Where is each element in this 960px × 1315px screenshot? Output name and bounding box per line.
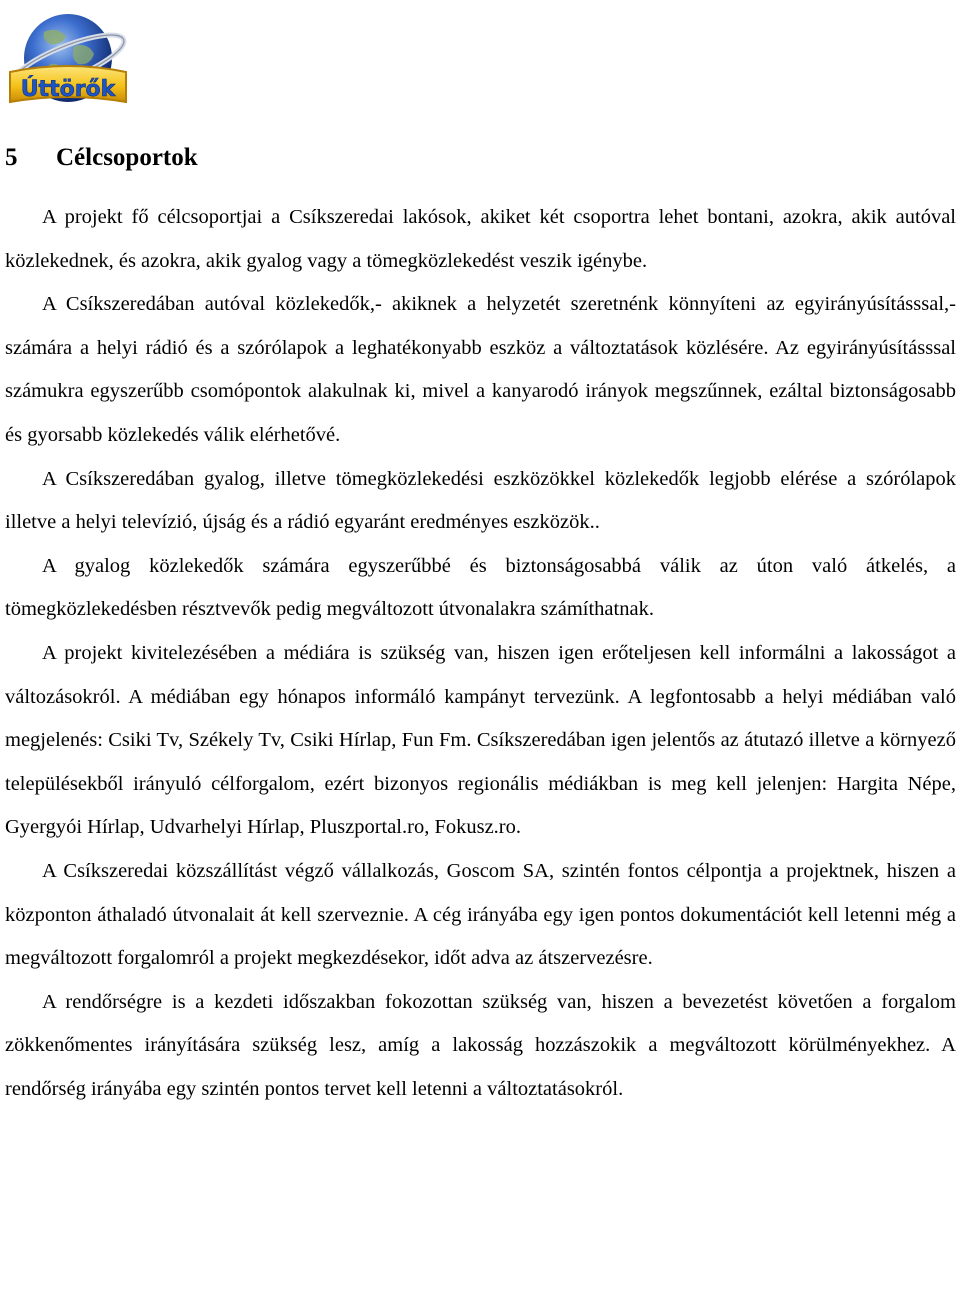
section-heading bbox=[5, 138, 198, 178]
paragraph: A rendőrségre is a kezdeti időszakban fokozottan szükség van, hiszen a bevezetést követően a forgalom zökkenőmentes irányítására szükség lesz, amíg a lakosság hozzászokik a megváltozott körülményekhez. A rendőrség irányába egy szintén pontos tervet kell letenni a változtatásokról. bbox=[5, 990, 956, 1100]
paragraph: A Csíkszeredában autóval közlekedők,- akiknek a helyzetét szeretnénk könnyíteni az egyirányúsításssal,- számára a helyi rádió és a szórólapok a leghatékonyabb eszköz a változtatások közlésére. Az egyirányúsításssal számukra egyszerűbb csomópontok alakulnak ki, mivel a kanyarodó irányok megszűnnek, ezáltal biztonságosabb és gyorsabb közlekedés válik elérhetővé. bbox=[5, 293, 956, 446]
paragraph: A gyalog közlekedők számára egyszerűbbé és biztonságosabbá válik az úton való átkelés, a tömegközlekedésben résztvevők pedig megváltozott útvonalakra számíthatnak. bbox=[5, 554, 956, 621]
uttorok-logo bbox=[4, 2, 130, 126]
paragraph: A Csíkszeredai közszállítást végző vállalkozás, Goscom SA, szintén fontos célpontja a projektnek, hiszen a központon áthaladó útvonalait át kell szerveznie. A cég irányába egy igen pontos dokumentációt kell letenni még a megváltozott forgalomról a projekt megkezdésekor, időt adva az átszervezésre. bbox=[5, 859, 956, 970]
paragraph: A projekt kivitelezésében a médiára is szükség van, hiszen igen erőteljesen kell informálni a lakosságot a változásokról. A médiában egy hónapos informáló kampányt tervezünk. A legfontosabb a helyi médiában való megjelenés: Csiki Tv, Székely Tv, Csiki Hírlap, Fun Fm. Csíkszeredában igen jelentős az átutazó illetve a környező településekből irányuló célforgalom, ezért bizonyos regionális médiákban is meg kell jelenjen: Hargita Népe, Gyergyói Hírlap, Udvarhelyi Hírlap, Pluszportal.ro, Fokusz.ro. bbox=[5, 641, 956, 839]
document-body bbox=[5, 196, 956, 1111]
paragraph: A projekt fő célcsoportjai a Csíkszeredai lakósok, akiket két csoportra lehet bontani, azokra, akik autóval közlekednek, és azokra, akik gyalog vagy a tömegközlekedést veszik igénybe. bbox=[5, 206, 956, 272]
section-title: Célcsoportok bbox=[56, 144, 198, 171]
paragraph: A Csíkszeredában gyalog, illetve tömegközlekedési eszközökkel közlekedők legjobb elérése a szórólapok illetve a helyi televízió, újság és a rádió egyaránt eredményes eszközök.. bbox=[5, 467, 956, 534]
section-number: 5 bbox=[5, 144, 18, 171]
globe-logo-icon bbox=[4, 2, 130, 126]
logo-lettering: Úttörők bbox=[20, 77, 116, 102]
